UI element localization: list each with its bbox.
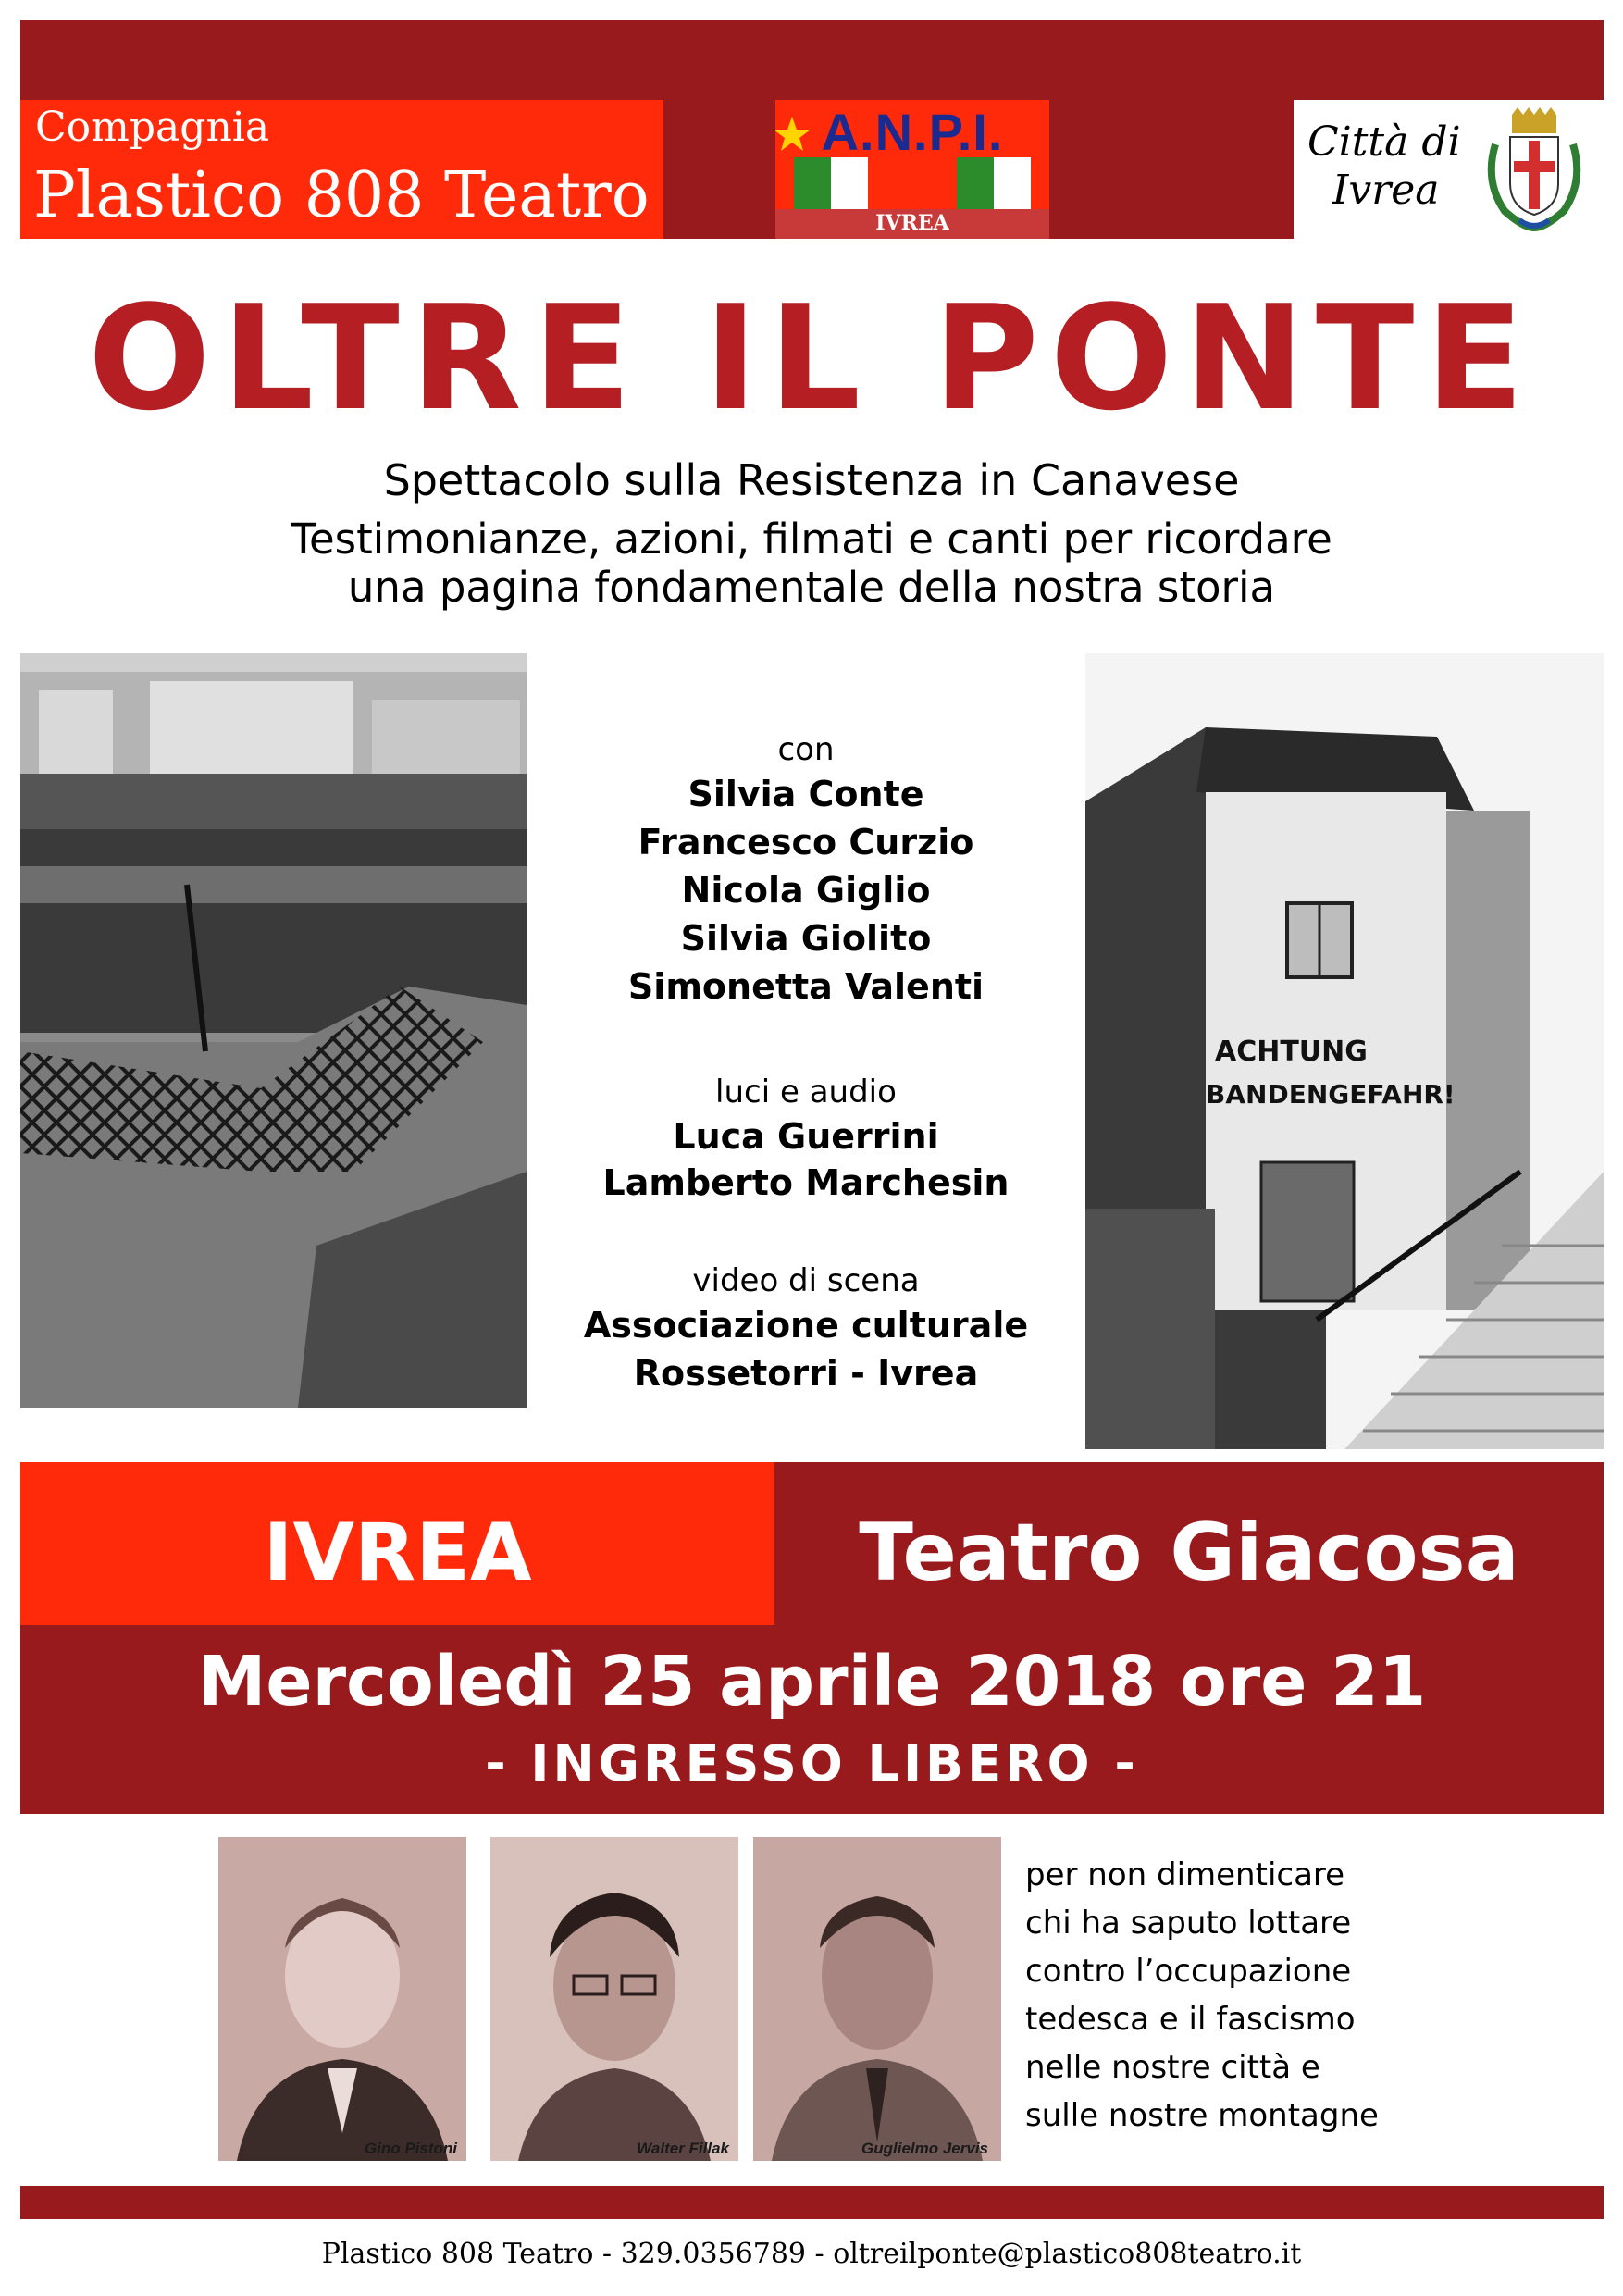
video-credit: Associazione culturale — [583, 1305, 1029, 1346]
cast-member: Nicola Giglio — [681, 870, 931, 911]
city-label: Città di — [1307, 118, 1461, 166]
memory-line: tedesca e il fascismo — [1025, 2001, 1356, 2038]
cast-heading: con — [777, 731, 835, 768]
anpi-city: IVREA — [875, 211, 949, 235]
memory-line: contro l’occupazione — [1025, 1953, 1352, 1990]
cast-member: Simonetta Valenti — [627, 966, 985, 1007]
portrait-caption: Walter Fillak — [637, 2140, 729, 2157]
city-crest-icon — [1477, 107, 1592, 233]
anpi-title: A.N.P.I. — [821, 103, 1004, 161]
description-line: una pagina fondamentale della nostra storia — [347, 563, 1276, 612]
portrait-photo — [490, 1837, 738, 2161]
lights-member: Luca Guerrini — [673, 1116, 939, 1157]
portrait-caption: Gino Pistoni — [364, 2140, 457, 2157]
poster-title: OLTRE IL PONTE — [88, 274, 1535, 442]
cast-member: Silvia Conte — [688, 774, 924, 814]
sign-line: BANDENGEFAHR! — [1206, 1079, 1456, 1110]
event-venue: Teatro Giacosa — [859, 1507, 1519, 1599]
event-city: IVREA — [263, 1507, 532, 1599]
memory-line: per non dimenticare — [1025, 1856, 1345, 1893]
portrait-caption: Guglielmo Jervis — [861, 2140, 988, 2157]
city-name: Ivrea — [1332, 167, 1440, 214]
memory-line: nelle nostre città e — [1025, 2049, 1320, 2086]
company-name: Plastico 808 Teatro — [33, 159, 650, 232]
video-credit: Rossetorri - Ivrea — [633, 1353, 979, 1394]
sign-line: ACHTUNG — [1215, 1036, 1368, 1068]
footer-band — [20, 2186, 1604, 2219]
memory-line: sulle nostre montagne — [1025, 2097, 1379, 2134]
cast-member: Francesco Curzio — [638, 822, 974, 863]
lights-heading: luci e audio — [715, 1074, 897, 1111]
description-line: Testimonianze, azioni, filmati e canti per ricordare — [291, 515, 1332, 564]
event-date: Mercoledì 25 aprile 2018 ore 21 — [197, 1642, 1427, 1721]
company-label: Compagnia — [35, 104, 270, 151]
cast-member: Silvia Giolito — [680, 918, 932, 959]
destroyed-bridge-photo — [20, 653, 527, 1408]
video-heading: video di scena — [692, 1262, 920, 1299]
free-entry: - INGRESSO LIBERO - — [485, 1734, 1139, 1793]
memory-line: chi ha saputo lottare — [1025, 1905, 1352, 1942]
poster-subtitle: Spettacolo sulla Resistenza in Canavese — [383, 455, 1240, 505]
portrait-photo — [753, 1837, 1001, 2161]
portrait-photo — [218, 1837, 466, 2161]
achtung-building-photo — [1085, 653, 1604, 1449]
footer-contact: Plastico 808 Teatro - 329.0356789 - oltreilponte@plastico808teatro.it — [321, 2238, 1302, 2270]
lights-member: Lamberto Marchesin — [602, 1162, 1010, 1203]
